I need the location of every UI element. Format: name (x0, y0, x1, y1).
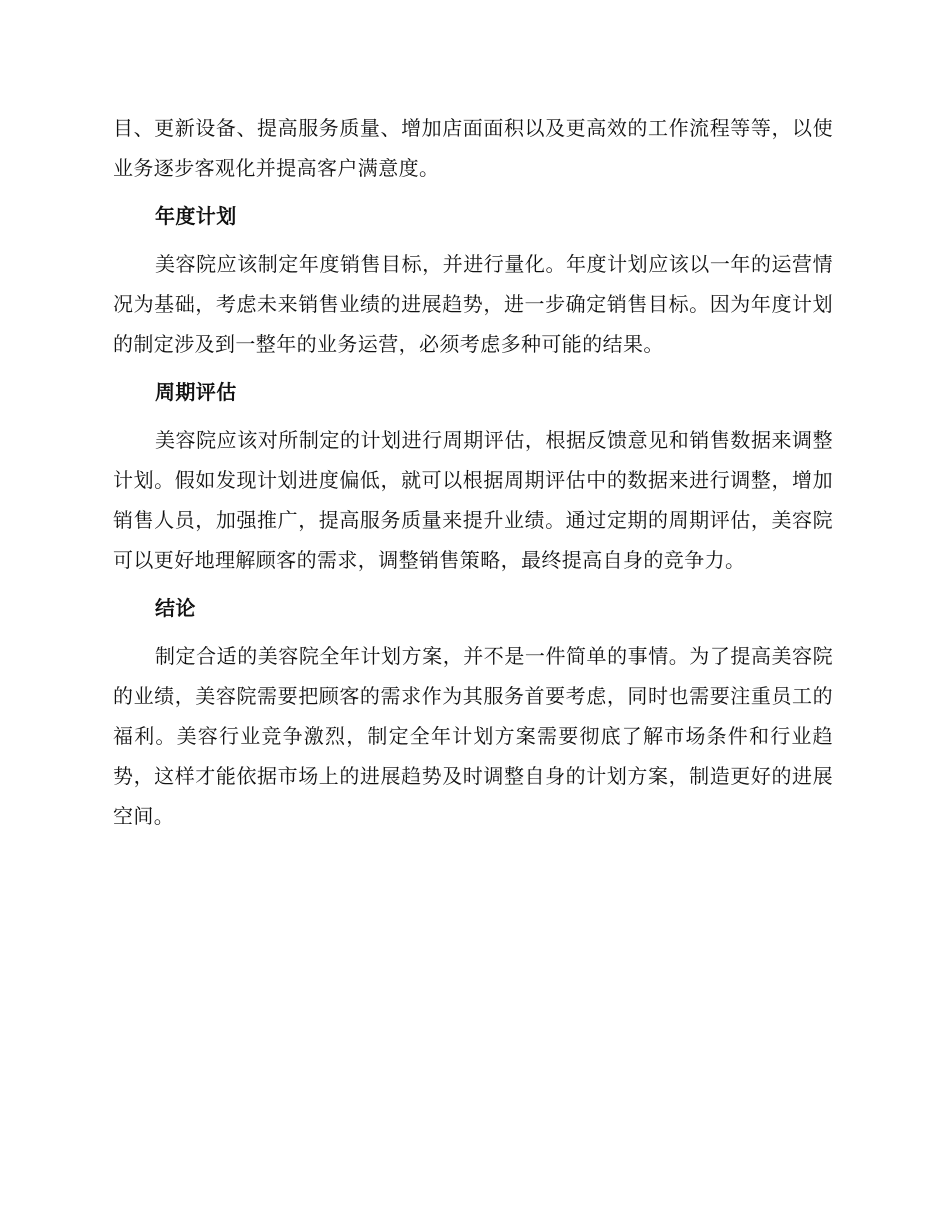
section-annual-plan (113, 200, 833, 364)
section-paragraph: 美容院应该对所制定的计划进行周期评估，根据反馈意见和销售数据来调整计划。假如发现计划进度偏低，就可以根据周期评估中的数据来进行调整，增加销售人员，加强推广，提高服务质量来提升业绩。通过定期的周期评估，美容院可以更好地理解顾客的需求，调整销售策略，最终提高自身的竞争力。 (113, 428, 833, 572)
section-paragraph: 美容院应该制定年度销售目标，并进行量化。年度计划应该以一年的运营情况为基础，考虑未来销售业绩的进展趋势，进一步确定销售目标。因为年度计划的制定涉及到一整年的业务运营，必须考虑多种可能的结果。 (113, 252, 833, 356)
section-heading: 周期评估 (155, 380, 237, 404)
section-conclusion (113, 592, 833, 836)
section-periodic-review (113, 376, 833, 580)
document-body (113, 108, 833, 836)
section-heading: 结论 (155, 596, 196, 620)
intro-paragraph: 目、更新设备、提高服务质量、增加店面面积以及更高效的工作流程等等，以使业务逐步客观化并提高客户满意度。 (113, 116, 833, 180)
section-paragraph: 制定合适的美容院全年计划方案，并不是一件简单的事情。为了提高美容院的业绩，美容院需要把顾客的需求作为其服务首要考虑，同时也需要注重员工的福利。美容行业竞争激烈，制定全年计划方案需要彻底了解市场条件和行业趋势，这样才能依据市场上的进展趋势及时调整自身的计划方案，制造更好的进展空间。 (113, 644, 833, 828)
section-heading: 年度计划 (155, 204, 237, 228)
